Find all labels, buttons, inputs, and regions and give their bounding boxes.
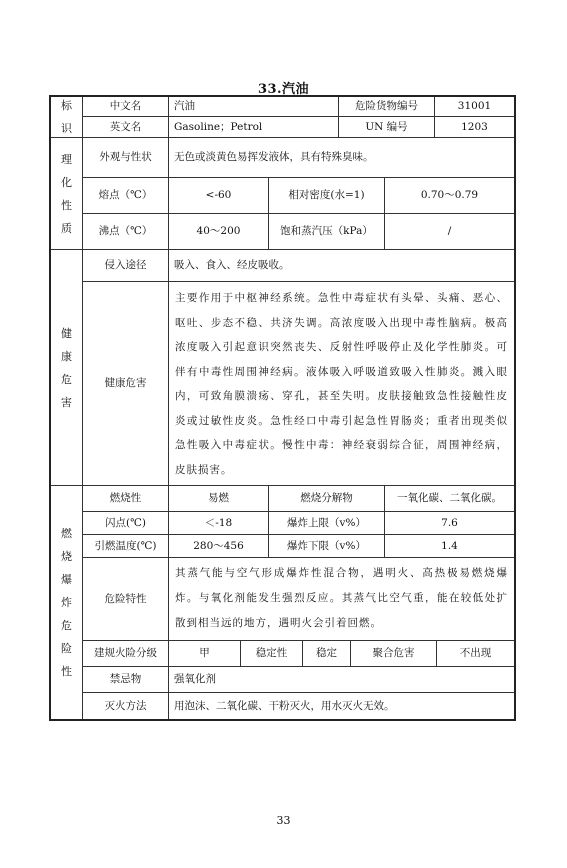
polymerization-value: 不出现: [437, 641, 514, 667]
document-title: 33.汽油: [257, 82, 310, 97]
hazard-no-label: 危险货物编号: [339, 97, 435, 117]
fire-class-label: 建规火险分级: [83, 641, 169, 667]
polymerization-label: 聚合危害: [351, 641, 437, 667]
upper-limit-label: 爆炸上限（v%）: [269, 512, 385, 535]
stability-value: 稳定: [303, 641, 351, 667]
vapor-pressure-label: 饱和蒸汽压（kPa）: [269, 214, 385, 250]
section-identification: 标 识: [51, 97, 83, 138]
boiling-point-label: 沸点（℃）: [83, 214, 169, 250]
appearance-label: 外观与性状: [83, 138, 169, 178]
flammability-value: 易燃: [169, 486, 269, 512]
cn-name-label: 中文名: [83, 97, 169, 117]
lower-limit-value: 1.4: [385, 535, 514, 558]
stability-label: 稳定性: [241, 641, 303, 667]
melting-point-label: 熔点（℃）: [83, 178, 169, 214]
boiling-point-value: 40～200: [169, 214, 269, 250]
en-name-value: Gasoline；Petrol: [169, 117, 339, 138]
incompatible-label: 禁忌物: [83, 667, 169, 693]
cn-name-value: 汽油: [169, 97, 339, 117]
combustion-products-value: 一氧化碳、二氧化碳。: [385, 486, 514, 512]
health-hazard-label: 健康危害: [83, 282, 169, 486]
hazard-no-value: 31001: [435, 97, 514, 117]
incompatible-value: 强氧化剂: [169, 667, 514, 693]
upper-limit-value: 7.6: [385, 512, 514, 535]
health-hazard-text: 主要作用于中枢神经系统。急性中毒症状有头晕、头痛、恶心、呕吐、步态不稳、共济失调。高浓度吸入出现中毒性脑病。极高浓度吸入引起意识突然丧失、反射性呼吸停止及化学性肺炎。可伴有中毒性周围神经病。液体吸入呼吸道致吸入性肺炎。溅入眼内，可致角膜溃疡、穿孔，甚至失明。皮肤接触致急性接触性皮炎或过敏性皮炎。急性经口中毒引起急性胃肠炎；重者出现类似急性吸入中毒症状。慢性中毒：神经衰弱综合征，周围神经病，皮肤损害。: [169, 282, 514, 486]
un-no-value: 1203: [435, 117, 514, 138]
extinguish-value: 用泡沫、二氧化碳、干粉灭火，用水灭火无效。: [174, 699, 395, 712]
appearance-value: 无色或淡黄色易挥发液体，具有特殊臭味。: [169, 138, 514, 178]
extinguish-label: 灭火方法: [83, 693, 169, 719]
msds-table: [49, 95, 516, 721]
flash-point-value: ＜-18: [169, 512, 269, 535]
fire-hazard-text: 其蒸气能与空气形成爆炸性混合物，遇明火、高热极易燃烧爆炸。与氧化剂能发生强烈反应。其蒸气比空气重，能在较低处扩散到相当远的地方，遇明火会引着回燃。: [169, 558, 514, 641]
en-name-label: 英文名: [83, 117, 169, 138]
density-value: 0.70～0.79: [385, 178, 514, 214]
section-properties: 理 化 性 质: [51, 138, 83, 250]
fire-class-value: 甲: [169, 641, 241, 667]
fire-hazard-label: 危险特性: [83, 558, 169, 641]
section-fire-explosion: 燃 烧 爆 炸 危 险 性: [51, 486, 83, 719]
page-number: 33: [276, 814, 291, 827]
melting-point-value: <-60: [169, 178, 269, 214]
flammability-label: 燃烧性: [83, 486, 169, 512]
exposure-route-value: 吸入、食入、经皮吸收。: [169, 250, 514, 282]
un-no-label: UN 编号: [339, 117, 435, 138]
density-label: 相对密度(水=1): [269, 178, 385, 214]
section-health: 健 康 危 害: [51, 250, 83, 486]
combustion-products-label: 燃烧分解物: [269, 486, 385, 512]
ignition-temp-label: 引燃温度(℃): [83, 535, 169, 558]
lower-limit-label: 爆炸下限（v%）: [269, 535, 385, 558]
flash-point-label: 闪点(℃): [83, 512, 169, 535]
ignition-temp-value: 280～456: [169, 535, 269, 558]
exposure-route-label: 侵入途径: [83, 250, 169, 282]
vapor-pressure-value: /: [385, 214, 514, 250]
